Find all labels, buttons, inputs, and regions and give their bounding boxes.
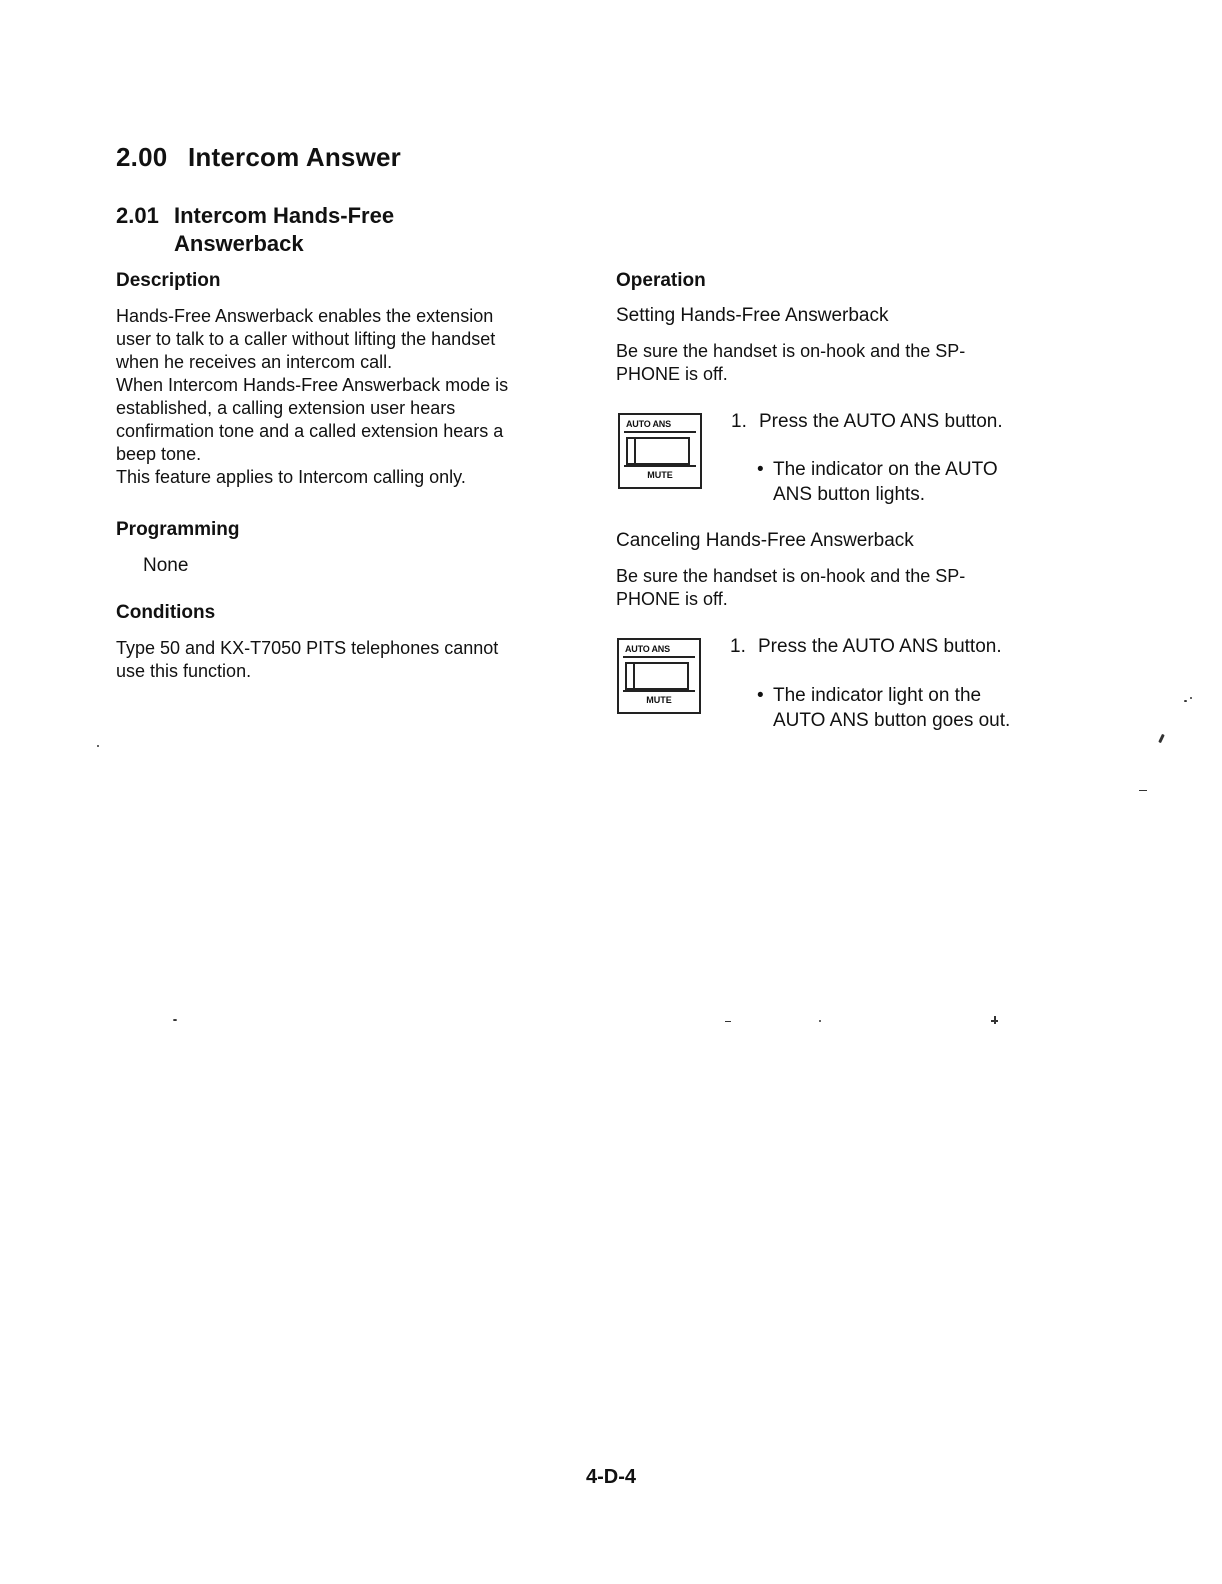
subsection-title xyxy=(116,202,394,258)
conditions-line: Type 50 and KX-T7050 PITS telephones cannot xyxy=(116,638,499,658)
scan-speck xyxy=(819,1020,821,1022)
step-text: Press the AUTO ANS button. xyxy=(758,636,1002,657)
setting-result xyxy=(757,457,998,507)
canceling-result-line: The indicator light on the xyxy=(773,685,982,706)
canceling-step xyxy=(730,636,1002,658)
auto-ans-key-illustration xyxy=(617,638,701,714)
key-bottom-label: MUTE xyxy=(647,470,673,480)
scan-speck xyxy=(994,1016,996,1024)
canceling-title: Canceling Hands-Free Answerback xyxy=(616,530,914,551)
key-top-label: AUTO ANS xyxy=(626,419,671,429)
page-number: 4-D-4 xyxy=(585,1466,636,1488)
setting-note-line: PHONE is off. xyxy=(616,364,728,384)
canceling-note-line: PHONE is off. xyxy=(616,589,728,609)
setting-note xyxy=(616,340,965,386)
scan-speck xyxy=(173,1019,177,1021)
scan-speck xyxy=(1184,700,1187,702)
description-line: user to talk to a caller without lifting the handset xyxy=(116,329,496,349)
conditions-line: use this function. xyxy=(116,661,252,681)
key-lamp-divider xyxy=(634,437,636,465)
scan-speck xyxy=(1158,734,1165,743)
setting-result-line: The indicator on the AUTO xyxy=(773,459,998,480)
description-heading: Description xyxy=(116,270,221,291)
description-line: Hands-Free Answerback enables the extension xyxy=(116,306,494,326)
step-text: Press the AUTO ANS button. xyxy=(759,411,1003,432)
setting-title: Setting Hands-Free Answerback xyxy=(616,305,889,326)
description-line: established, a calling extension user hears xyxy=(116,398,456,418)
section-number: 2.00 xyxy=(116,142,168,172)
setting-result-line: ANS button lights. xyxy=(773,484,926,505)
bullet-marker: • xyxy=(757,685,764,706)
setting-note-line: Be sure the handset is on-hook and the SP- xyxy=(616,341,966,361)
canceling-note xyxy=(616,565,965,611)
description-line: beep tone. xyxy=(116,444,202,464)
operation-heading: Operation xyxy=(616,270,706,291)
scan-speck xyxy=(1190,697,1192,699)
scan-speck xyxy=(1139,790,1147,791)
conditions-body xyxy=(116,637,498,683)
programming-heading: Programming xyxy=(116,519,240,540)
scan-speck xyxy=(97,745,99,747)
section-title-text: Intercom Answer xyxy=(188,142,401,172)
key-lamp-divider xyxy=(633,662,635,690)
step-number: 1. xyxy=(730,636,746,657)
key-divider xyxy=(623,656,695,658)
bullet-marker: • xyxy=(757,459,764,480)
description-line: when he receives an intercom call. xyxy=(116,352,393,372)
canceling-result-line: AUTO ANS button goes out. xyxy=(773,710,1011,731)
canceling-result xyxy=(757,683,1010,733)
key-top-label: AUTO ANS xyxy=(625,644,670,654)
key-divider xyxy=(624,465,696,467)
description-line: When Intercom Hands-Free Answerback mode is xyxy=(116,375,509,395)
canceling-note-line: Be sure the handset is on-hook and the SP- xyxy=(616,566,966,586)
description-body xyxy=(116,305,508,489)
description-line: This feature applies to Intercom calling only. xyxy=(116,467,466,487)
step-number: 1. xyxy=(731,411,747,432)
section-title xyxy=(116,142,401,173)
key-divider xyxy=(624,431,696,433)
programming-value: None xyxy=(143,555,189,576)
setting-step xyxy=(731,411,1003,433)
subsection-title-line2: Answerback xyxy=(174,231,304,256)
conditions-heading: Conditions xyxy=(116,602,216,623)
key-bottom-label: MUTE xyxy=(646,695,672,705)
description-line: confirmation tone and a called extension hears a xyxy=(116,421,504,441)
scan-speck xyxy=(725,1021,731,1022)
subsection-title-line1: Intercom Hands-Free xyxy=(174,203,395,228)
key-divider xyxy=(623,690,695,692)
auto-ans-key-illustration xyxy=(618,413,702,489)
subsection-number: 2.01 xyxy=(116,203,159,228)
